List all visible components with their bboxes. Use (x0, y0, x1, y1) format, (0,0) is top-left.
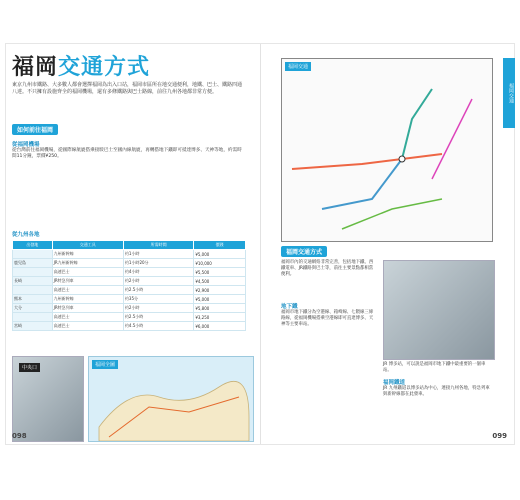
section-title-transport: 福岡交通方式 (281, 246, 327, 257)
table-cell: 約2.5小時 (123, 313, 193, 322)
table-row (13, 250, 246, 259)
table-cell: 高速巴士 (52, 322, 123, 331)
table-cell (13, 286, 53, 295)
table-cell: 熊本 (13, 295, 53, 304)
table-header: 出發地 (13, 241, 53, 250)
table-cell: ¥5,500 (194, 268, 246, 277)
table-cell: 鹿兒島 (13, 259, 53, 268)
title-part2: 交通方式 (58, 55, 151, 80)
route-map (281, 58, 493, 242)
table-cell (13, 250, 53, 259)
fare-table (12, 240, 246, 331)
table-header: 交通工具 (52, 241, 123, 250)
sub-title-airport: 從福岡機場 (12, 142, 40, 148)
rail-lines-icon (282, 59, 492, 241)
table-cell: ¥3,250 (194, 313, 246, 322)
sub-title-jr: 福岡鐵道 (383, 380, 406, 386)
table-cell: ¥10,000 (194, 259, 246, 268)
table-cell: 約2.5小時 (123, 286, 193, 295)
subway-text: 福岡市地下鐵分為空港線、箱崎線、七隈線三條路線，從福岡機場搭乘空港線即可直達博多、天神等主要車站。 (281, 310, 374, 327)
table-cell: 約1小時 (123, 250, 193, 259)
table-cell: 九州新幹線 (52, 295, 123, 304)
table-row (13, 304, 246, 313)
table-row (13, 277, 246, 286)
table-cell: ¥2,900 (194, 286, 246, 295)
table-cell: 約1小時20分 (123, 259, 193, 268)
table-header: 價錢 (194, 241, 246, 250)
table-cell: 宮崎 (13, 322, 53, 331)
page-number-left: 098 (12, 432, 27, 440)
book-spread (6, 44, 514, 444)
photo-caption: JR 博多站，可以說是福岡市地下鐵中最重要的一個車站。 (383, 362, 486, 373)
table-row (13, 313, 246, 322)
page-number-right: 099 (492, 432, 507, 440)
photo-label: 中央口 (19, 363, 40, 372)
table-cell: JR特急列車 (52, 304, 123, 313)
section-title-access: 如何前往福岡 (12, 124, 58, 135)
left-page (6, 44, 260, 444)
table-cell: 大分 (13, 304, 53, 313)
table-cell: 九州新幹線 (52, 250, 123, 259)
subway-photo (383, 260, 495, 360)
table-cell: 約4小時 (123, 268, 193, 277)
table-row (13, 322, 246, 331)
airport-text: 從台灣前往福岡機場，從國際線航廈搭乘接駁巴士至國內線航廈，再轉搭地下鐵即可抵達博多、天神等地，約需時間11分鐘，票價¥250。 (12, 148, 242, 159)
table-cell: 高速巴士 (52, 313, 123, 322)
page-title (12, 50, 150, 81)
table-cell: 約2小時 (123, 277, 193, 286)
title-part1: 福岡 (12, 55, 59, 80)
intro-text: 東京九州市鐵路、大多數人都會選擇福岡為出入口站，福岡市區所在地交通便利，地鐵、巴士、鐵路四通八達。不只擁有設施齊全的福岡機場，還有多條鐵路與巴士路線，前往九州各地都非常方便。 (12, 82, 243, 95)
table-cell: ¥5,000 (194, 295, 246, 304)
table-cell (13, 313, 53, 322)
table-cell: JR九州新幹線 (52, 259, 123, 268)
table-cell: 約4.5小時 (123, 322, 193, 331)
jr-text: JR 九州鐵道以博多站為中心，連接九州各地，特急列車與新幹線都在此發車。 (383, 386, 490, 397)
table-cell (13, 268, 53, 277)
table-cell: ¥6,000 (194, 322, 246, 331)
table-cell: 約2小時 (123, 304, 193, 313)
table-cell: ¥5,800 (194, 304, 246, 313)
sub-title-subway: 地下鐵 (281, 304, 298, 310)
table-row (13, 286, 246, 295)
table-header: 所需時間 (123, 241, 193, 250)
table-cell: 長崎 (13, 277, 53, 286)
table-cell: ¥5,000 (194, 250, 246, 259)
side-tab: 福岡交通 (503, 58, 515, 128)
table-cell: ¥4,500 (194, 277, 246, 286)
table-row (13, 295, 246, 304)
route-map-label: 福岡交通 (285, 62, 311, 71)
station-photo (12, 356, 84, 442)
transport-intro: 福岡市內的交通網絡非常完善，包括地下鐵、西鐵電車、JR鐵路與巴士等，前往主要景點都相當便利。 (281, 260, 374, 277)
map-outline-icon (89, 357, 253, 441)
right-page (260, 44, 515, 444)
table-cell: JR特急列車 (52, 277, 123, 286)
table-cell: 高速巴士 (52, 268, 123, 277)
fukuoka-overview-map (88, 356, 254, 442)
table-cell: 高速巴士 (52, 286, 123, 295)
map-label: 福岡全圖 (92, 360, 118, 369)
table-row (13, 268, 246, 277)
table-row (13, 259, 246, 268)
table-cell: 約35分 (123, 295, 193, 304)
sub-title-kyushu: 從九州各地 (12, 232, 40, 238)
